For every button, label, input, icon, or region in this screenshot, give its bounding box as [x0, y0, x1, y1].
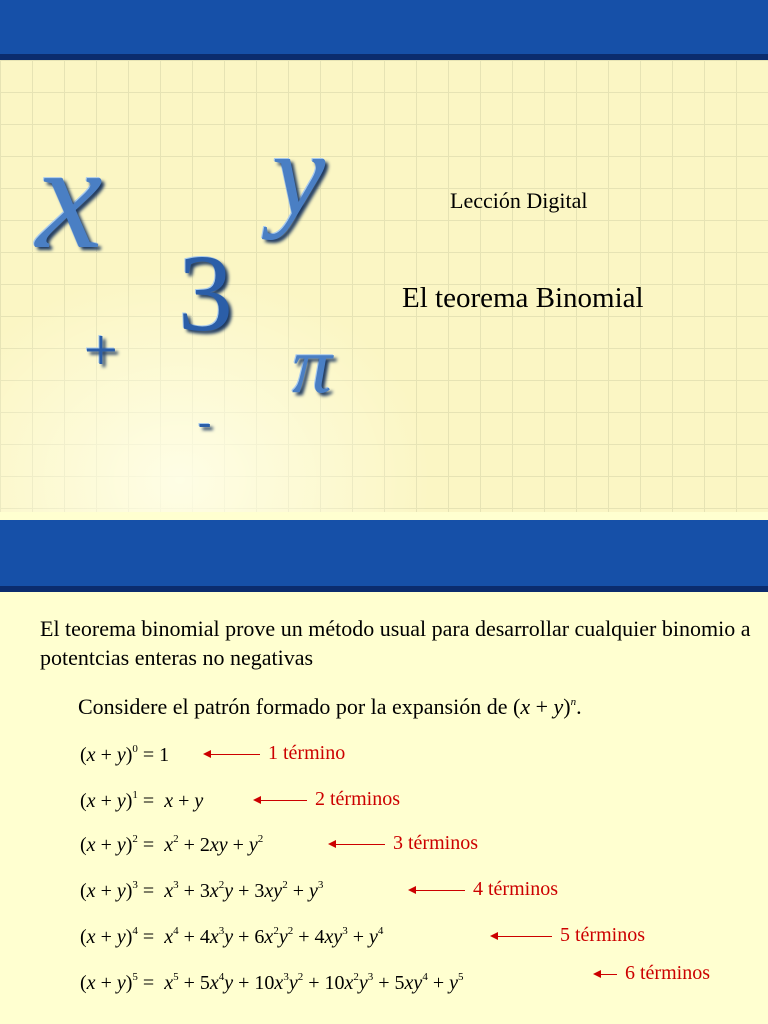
slide-subtitle: Lección Digital [450, 188, 588, 213]
middle-band [0, 520, 768, 586]
consider-line: Considere el patrón formado por la expansión de $(x + y)^n$. [78, 694, 582, 719]
annotation-3 [410, 878, 558, 901]
expansion-row-1: $(x + y)^1 = x + y$ [80, 789, 204, 812]
annotation-1 [255, 788, 400, 811]
deco-x: x [36, 114, 103, 280]
left-arrow-icon [410, 890, 465, 891]
expansion-row-4: $(x + y)^4 = x^4 + 4x^3y + 6x^2y^2 + 4xy^3 + y^4$ [80, 925, 384, 948]
left-arrow-icon [255, 800, 307, 801]
power: 0 [132, 743, 138, 755]
annotation-2 [330, 832, 478, 855]
expansion-row-0: $(x + y)^0 = 1$ [80, 743, 170, 766]
slide-title: El teorema Binomial [402, 282, 644, 314]
deco-plus: + [84, 317, 118, 383]
annotation-label: 1 término [268, 742, 346, 764]
left-arrow-icon [330, 844, 385, 845]
annotation-5 [595, 962, 710, 985]
content-slide [0, 592, 768, 1024]
power: 1 [132, 789, 138, 801]
deco-three: 3 [178, 232, 233, 354]
consider-text: Considere el patrón formado por la expansión de [78, 694, 508, 719]
title-slide [0, 60, 768, 512]
annotation-label: 3 términos [393, 832, 478, 854]
expansion-row-3: $(x + y)^3 = x^3 + 3x^2y + 3xy^2 + y^3$ [80, 879, 324, 902]
annotation-label: 4 términos [473, 878, 558, 900]
top-band [0, 0, 768, 54]
deco-y: y [272, 107, 326, 240]
left-arrow-icon [205, 754, 260, 755]
expansion-row-2: $(x + y)^2 = x^2 + 2xy + y^2$ [80, 833, 264, 856]
left-arrow-icon [492, 936, 552, 937]
power: 4 [132, 925, 138, 937]
intro-text: El teorema binomial prove un método usual para desarrollar cualquier binomio a potentcias enteras no negativas [40, 616, 751, 670]
power: 5 [132, 971, 138, 983]
annotation-label: 6 términos [625, 962, 710, 984]
consider-exponent: n [570, 696, 577, 708]
annotation-4 [492, 924, 645, 947]
left-arrow-icon [595, 974, 617, 975]
expansion-row-5: $(x + y)^5 = x^5 + 5x^4y + 10x^3y^2 + 10x^2y^3 + 5xy^4 + y^5$ [80, 971, 464, 994]
annotation-label: 5 términos [560, 924, 645, 946]
power: 2 [132, 833, 138, 845]
deco-minus: - [198, 399, 212, 444]
annotation-label: 2 términos [315, 788, 400, 810]
annotation-0 [205, 742, 345, 765]
power: 3 [132, 879, 138, 891]
deco-pi: π [292, 322, 333, 410]
